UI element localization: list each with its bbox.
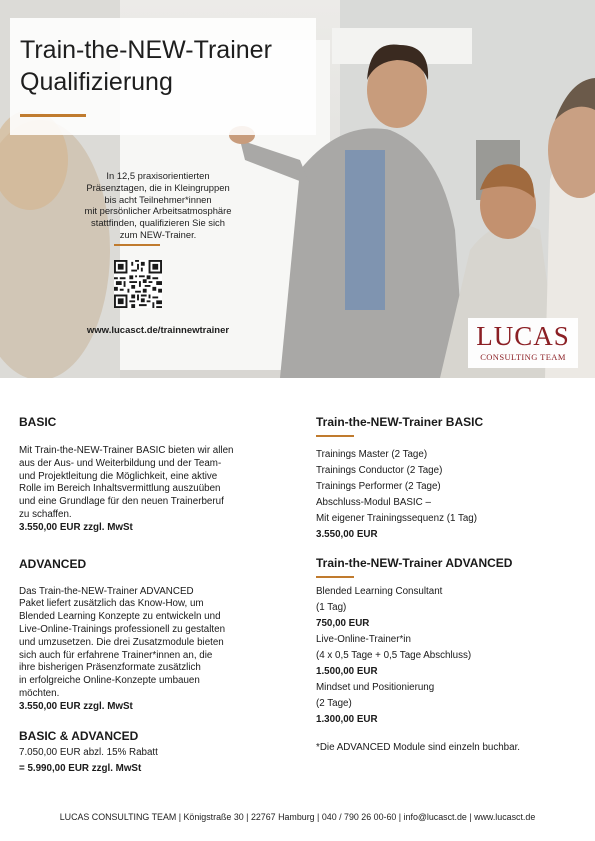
- logo-main: LUCAS: [476, 321, 570, 351]
- course-url[interactable]: www.lucasct.de/trainnewtrainer: [86, 325, 230, 336]
- basic-modules-list: [316, 447, 578, 543]
- combo-price-line: 7.050,00 EUR abzl. 15% Rabatt: [19, 746, 158, 758]
- text-line: und umzusetzen. Die drei Zusatzmodule bieten: [19, 636, 224, 648]
- text-line: in erfolgreiche Online-Konzepte umbauen: [19, 675, 200, 687]
- advanced-modules-heading: Train-the-NEW-Trainer ADVANCED: [316, 556, 513, 570]
- advanced-price: 3.550,00 EUR zzgl. MwSt: [19, 700, 133, 712]
- module-item: Mit eigener Trainingssequenz (1 Tag): [316, 513, 478, 524]
- accent-rule: [316, 435, 354, 437]
- text-line: sich auch für erfahrene Trainer*innen an, die: [19, 649, 213, 661]
- intro-line: stattfinden, qualifizieren Sie sich: [91, 217, 225, 229]
- module-duration: (1 Tag): [316, 602, 347, 613]
- advanced-text: [19, 586, 281, 701]
- intro-line: bis acht Teilnehmer*innen: [104, 193, 212, 205]
- intro-line: mit persönlicher Arbeitsatmosphäre: [84, 205, 232, 217]
- text-line: und eine Grundlage für den neuen Trainerberuf: [19, 496, 224, 508]
- qr-code-icon[interactable]: [114, 260, 162, 308]
- basic-modules-heading: Train-the-NEW-Trainer BASIC: [316, 415, 484, 429]
- combo-final-price: = 5.990,00 EUR zzgl. MwSt: [19, 762, 142, 774]
- basic-modules-price: 3.550,00 EUR: [316, 529, 378, 540]
- module-duration: (4 x 0,5 Tage + 0,5 Tage Abschluss): [316, 650, 472, 661]
- text-line: Blended Learning Konzepte zu entwickeln und: [19, 611, 221, 623]
- module-item: Trainings Performer (2 Tage): [316, 481, 441, 492]
- module-price: 1.300,00 EUR: [316, 714, 378, 725]
- module-item: Trainings Master (2 Tage): [316, 449, 428, 460]
- text-line: Das Train-the-NEW-Trainer ADVANCED: [19, 585, 194, 597]
- text-line: zu schaffen.: [19, 508, 72, 520]
- advanced-note: *Die ADVANCED Module sind einzeln buchbar.: [316, 742, 521, 753]
- left-column: [19, 414, 281, 777]
- basic-heading: BASIC: [19, 415, 57, 429]
- logo-sub: CONSULTING TEAM: [480, 352, 566, 362]
- module-price: 750,00 EUR: [316, 618, 370, 629]
- intro-line: zum NEW-Trainer.: [119, 228, 197, 240]
- advanced-heading: ADVANCED: [19, 556, 87, 571]
- module-price: 1.500,00 EUR: [316, 666, 378, 677]
- title-underline: [20, 114, 86, 117]
- title-line-2: Qualifizierung: [20, 68, 173, 96]
- intro-line: Präsenztagen, die in Kleingruppen: [86, 181, 230, 193]
- advanced-modules-list: [316, 584, 578, 728]
- intro-line: In 12,5 praxisorientierten: [106, 170, 210, 181]
- basic-text: [19, 445, 281, 522]
- module-item: Abschluss-Modul BASIC –: [316, 497, 431, 508]
- module-name: Blended Learning Consultant: [316, 586, 443, 597]
- lucas-logo: [468, 318, 578, 368]
- accent-rule: [316, 576, 354, 578]
- text-line: aus der Aus- und Weiterbildung und der Team-: [19, 457, 222, 469]
- module-name: Live-Online-Trainer*in: [316, 634, 411, 645]
- title-box: [10, 18, 316, 135]
- right-column: [316, 414, 578, 756]
- hero-photo: [0, 0, 595, 378]
- module-name: Mindset und Positionierung: [316, 682, 435, 693]
- footer-contact: LUCAS CONSULTING TEAM | Königstraße 30 | 22767 Hamburg | 040 / 790 26 00-60 | info@lucasct.de | www.lucasct.de: [59, 812, 536, 822]
- text-line: Mit Train-the-NEW-Trainer BASIC bieten wir allen: [19, 445, 234, 456]
- text-line: Paket liefert zusätzlich das Know-How, um: [19, 598, 204, 610]
- module-item: Trainings Conductor (2 Tage): [316, 465, 443, 476]
- basic-price: 3.550,00 EUR zzgl. MwSt: [19, 521, 133, 533]
- page-title: [20, 34, 272, 98]
- text-line: ihre bisherigen Präsenzformate zusätzlich: [19, 662, 201, 674]
- intro-text: [40, 170, 276, 241]
- text-line: Rolle im Bereich Inhaltsvermittlung auszuüben: [19, 483, 221, 495]
- module-duration: (2 Tage): [316, 698, 352, 709]
- combo-heading: BASIC & ADVANCED: [19, 728, 139, 743]
- text-line: Live-Online-Trainings professionell zu gestalten: [19, 623, 226, 635]
- text-line: und Projektleitung die Möglichkeit, eine aktive: [19, 470, 218, 482]
- intro-underline: [114, 244, 160, 246]
- title-line-1: Train-the-NEW-Trainer: [20, 36, 272, 64]
- text-line: möchten.: [19, 687, 60, 699]
